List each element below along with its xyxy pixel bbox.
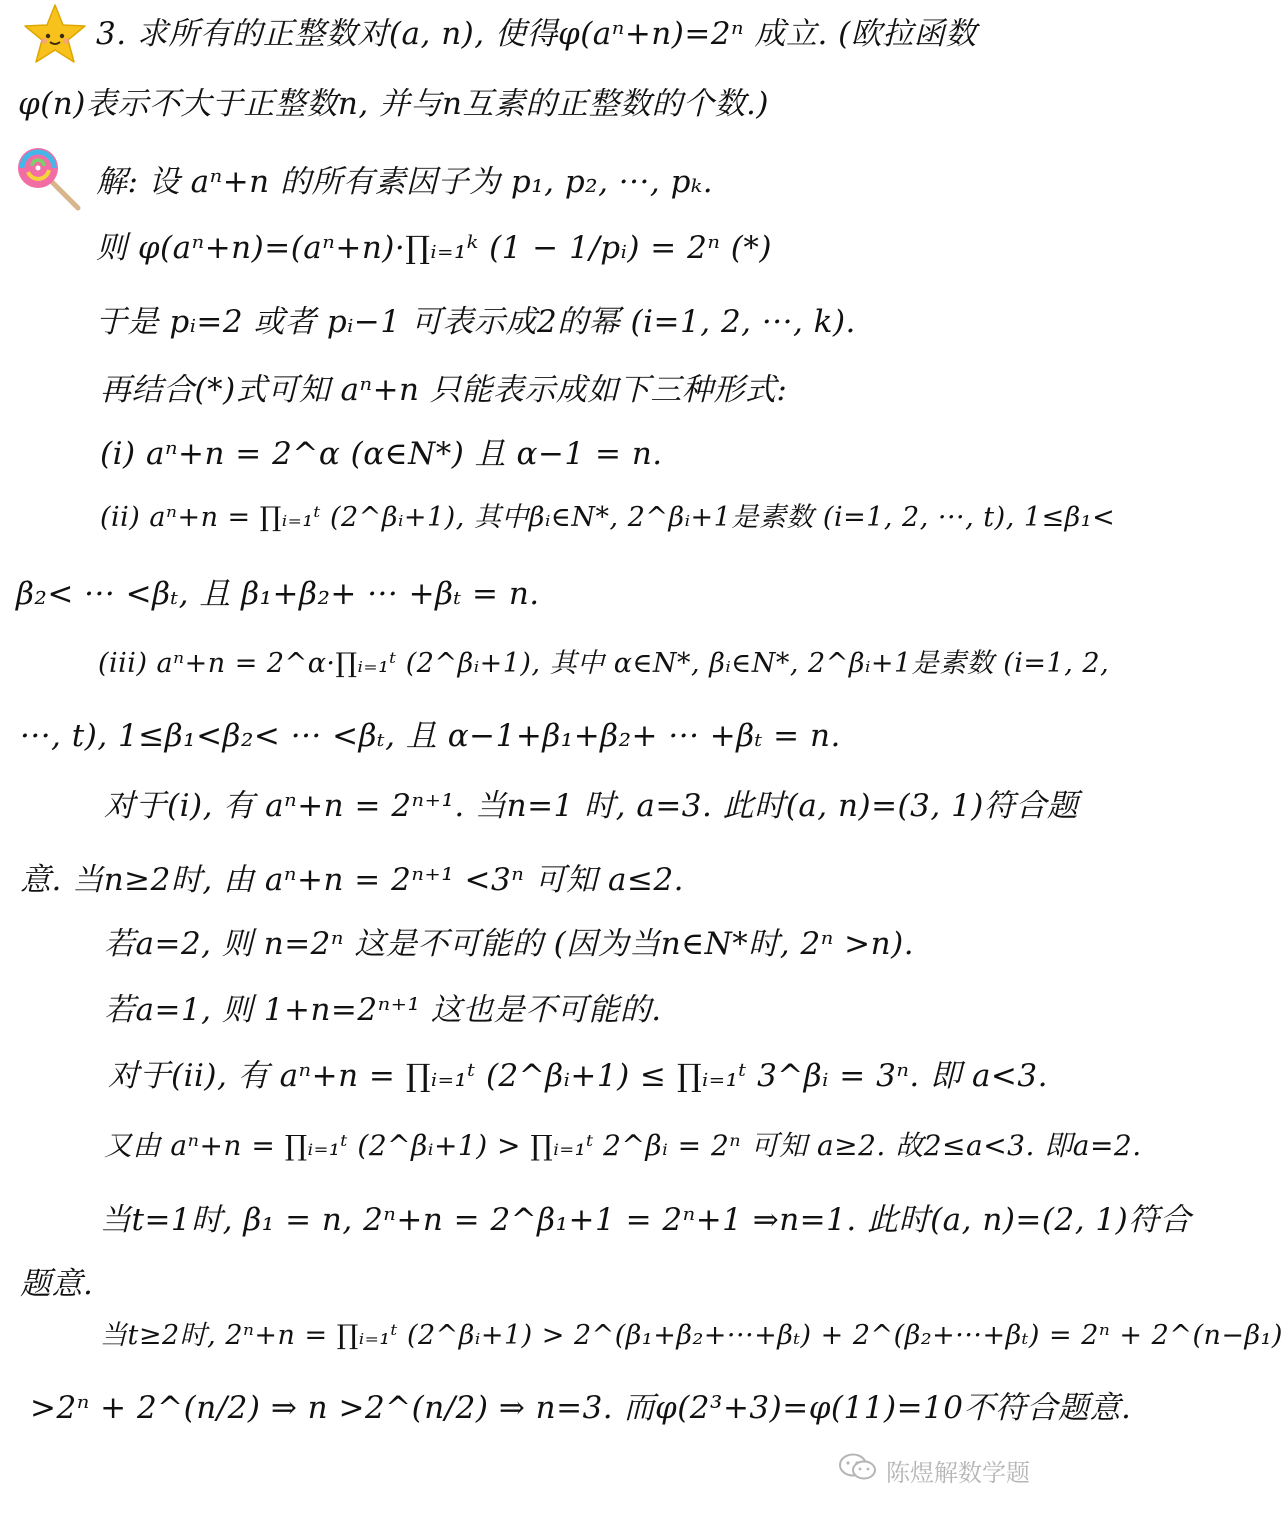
solution-line: ···, t), 1≤β₁<β₂< ··· <βₜ, 且 α−1+β₁+β₂+ ··· +βₜ = n. <box>20 718 841 754</box>
solution-line: 于是 pᵢ=2 或者 pᵢ−1 可表示成2的幂 (i=1, 2, ···, k). <box>96 304 856 340</box>
lollipop-icon <box>14 146 84 212</box>
solution-line: 解: 设 aⁿ+n 的所有素因子为 p₁, p₂, ···, pₖ. <box>96 164 714 200</box>
solution-line: 若a=1, 则 1+n=2ⁿ⁺¹ 这也是不可能的. <box>104 992 662 1028</box>
wechat-icon <box>838 1452 878 1488</box>
solution-line: 题意. <box>20 1266 94 1302</box>
solution-line: 对于(i), 有 aⁿ+n = 2ⁿ⁺¹. 当n=1 时, a=3. 此时(a, n)=(3, 1)符合题 <box>104 788 1079 824</box>
solution-line: (ii) aⁿ+n = ∏ᵢ₌₁ᵗ (2^βᵢ+1), 其中βᵢ∈N*, 2^βᵢ+1是素数 (i=1, 2, ···, t), 1≤β₁< <box>100 502 1116 533</box>
solution-line: 意. 当n≥2时, 由 aⁿ+n = 2ⁿ⁺¹ <3ⁿ 可知 a≤2. <box>20 862 685 898</box>
problem-line-2: φ(n)表示不大于正整数n, 并与n互素的正整数的个数.) <box>18 86 769 122</box>
solution-line: (iii) aⁿ+n = 2^α·∏ᵢ₌₁ᵗ (2^βᵢ+1), 其中 α∈N*, βᵢ∈N*, 2^βᵢ+1是素数 (i=1, 2, <box>98 648 1110 679</box>
solution-line: 若a=2, 则 n=2ⁿ 这是不可能的 (因为当n∈N*时, 2ⁿ >n). <box>104 926 915 962</box>
solution-line: 再结合(*)式可知 aⁿ+n 只能表示成如下三种形式: <box>100 372 788 408</box>
solution-line: 当t=1时, β₁ = n, 2ⁿ+n = 2^β₁+1 = 2ⁿ+1 ⇒n=1. 此时(a, n)=(2, 1)符合 <box>100 1202 1192 1238</box>
watermark-text: 陈煜解数学题 <box>886 1458 1030 1487</box>
problem-line-1: 3. 求所有的正整数对(a, n), 使得φ(aⁿ+n)=2ⁿ 成立. (欧拉函数 <box>96 16 977 52</box>
solution-line: >2ⁿ + 2^(n/2) ⇒ n >2^(n/2) ⇒ n=3. 而φ(2³+3)=φ(11)=10不符合题意. <box>30 1390 1132 1426</box>
solution-line: 对于(ii), 有 aⁿ+n = ∏ᵢ₌₁ᵗ (2^βᵢ+1) ≤ ∏ᵢ₌₁ᵗ 3^βᵢ = 3ⁿ. 即 a<3. <box>108 1058 1048 1094</box>
solution-line: (i) aⁿ+n = 2^α (α∈N*) 且 α−1 = n. <box>100 436 663 472</box>
solution-line: 又由 aⁿ+n = ∏ᵢ₌₁ᵗ (2^βᵢ+1) > ∏ᵢ₌₁ᵗ 2^βᵢ = 2ⁿ 可知 a≥2. 故2≤a<3. 即a=2. <box>104 1129 1142 1162</box>
watermark <box>838 1452 1030 1488</box>
star-icon <box>22 2 88 66</box>
solution-line: 当t≥2时, 2ⁿ+n = ∏ᵢ₌₁ᵗ (2^βᵢ+1) > 2^(β₁+β₂+···+βₜ) + 2^(β₂+···+βₜ) = 2ⁿ + 2^(n−β₁) <box>100 1320 1283 1351</box>
solution-line: β₂< ··· <βₜ, 且 β₁+β₂+ ··· +βₜ = n. <box>16 576 540 612</box>
solution-line: 则 φ(aⁿ+n)=(aⁿ+n)·∏ᵢ₌₁ᵏ (1 − 1/pᵢ) = 2ⁿ (*) <box>96 230 772 266</box>
